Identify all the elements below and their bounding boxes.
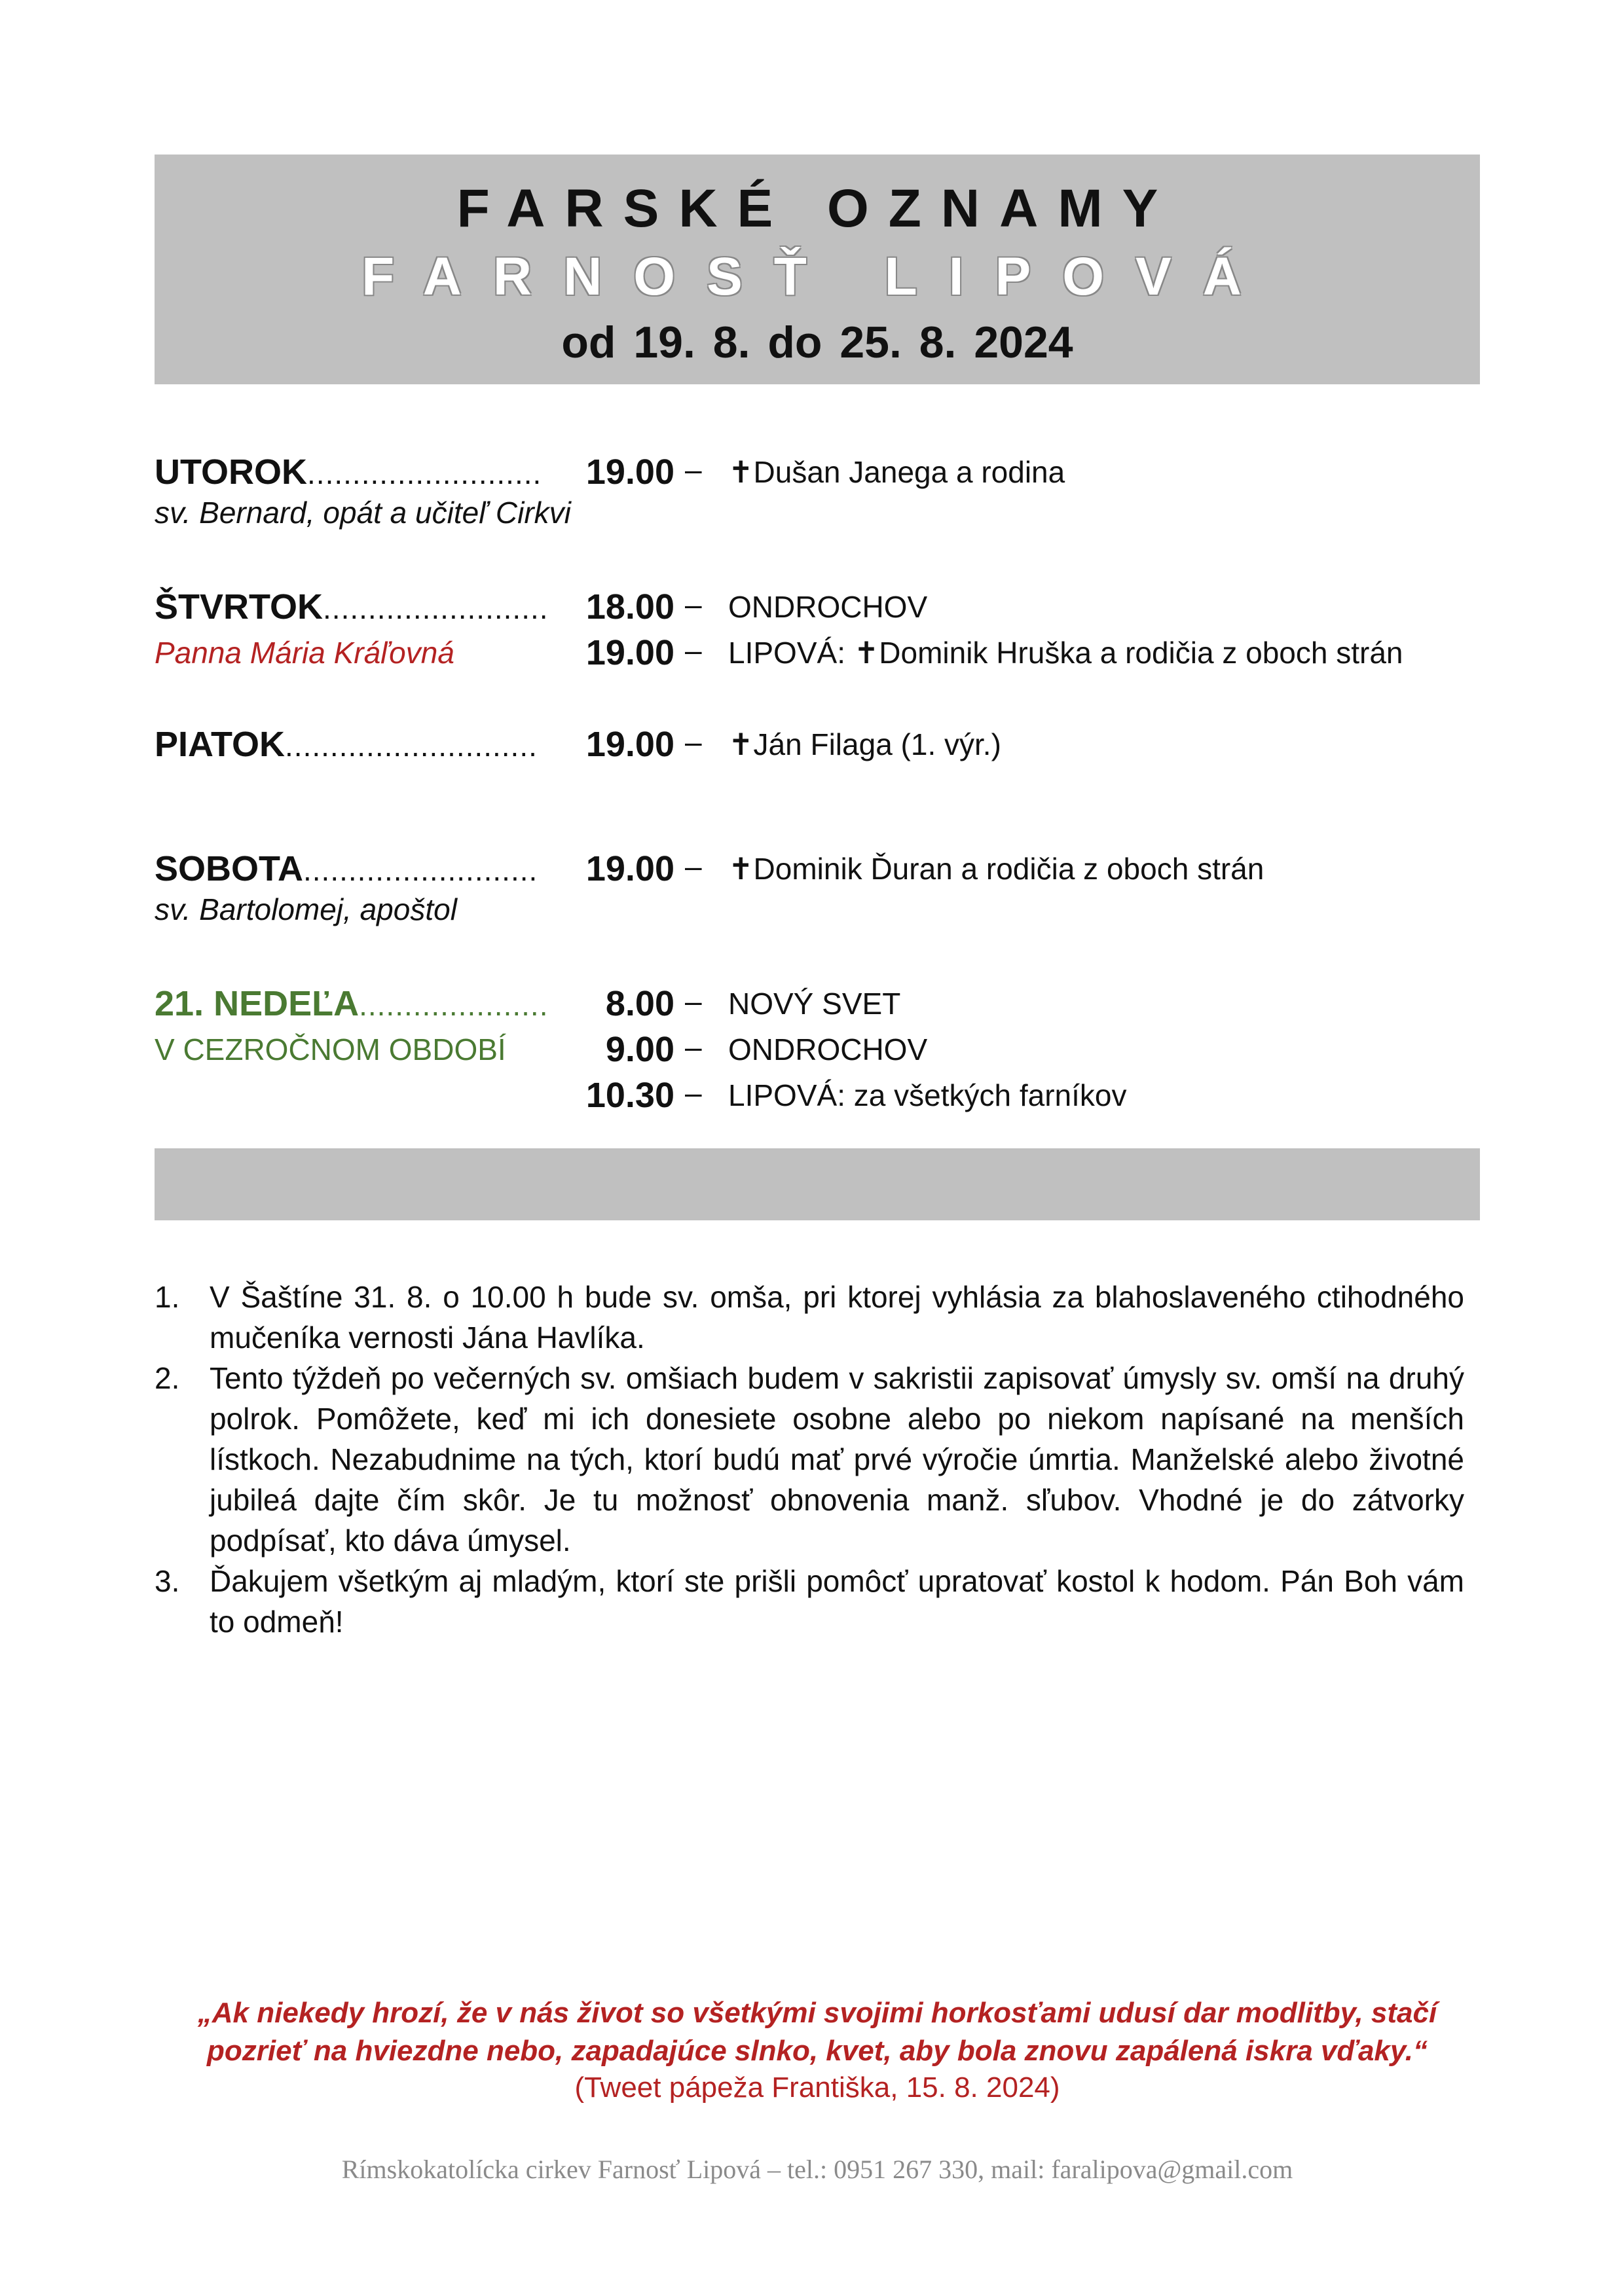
notice-item bbox=[155, 1358, 1464, 1561]
schedule-row-sobota bbox=[0, 848, 1624, 894]
time-dash: – bbox=[685, 849, 702, 883]
mass-intention: ✝Dušan Janega a rodina bbox=[728, 455, 1065, 489]
schedule-row-stvrtok-2 bbox=[0, 632, 1624, 678]
day-label: PIATOK bbox=[155, 725, 286, 764]
dot-leader: ............................ bbox=[285, 729, 538, 763]
dot-leader: ..................... bbox=[359, 988, 549, 1022]
day-label: ŠTVRTOK bbox=[155, 587, 323, 627]
day-name bbox=[155, 452, 542, 492]
feast-note: sv. Bartolomej, apoštol bbox=[155, 892, 457, 926]
dot-leader: .......................... bbox=[303, 853, 538, 887]
mass-intention: LIPOVÁ: ✝Dominik Hruška a rodičia z oboch strán bbox=[728, 636, 1403, 670]
time-dash: – bbox=[685, 984, 702, 1018]
notice-text: Tento týždeň po večerných sv. omšiach budem v sakristii zapisovať úmysly sv. omší na druhý polrok. Pomôžete, keď mi ich donesiete osobne alebo po niekom napísané na menších lístkoch. Nezabudnime na tých, ktorí budú mať prvé výročie úmrtia. Manželské alebo životné jubileá dajte čím skôr. Je tu možnosť obnovenia manž. sľubov. Vhodné je do zátvorky podpísať, kto dáva úmysel. bbox=[210, 1361, 1464, 1558]
mass-intention: NOVÝ SVET bbox=[728, 987, 901, 1021]
day-name bbox=[155, 724, 538, 765]
mass-time: 19.00 bbox=[585, 725, 674, 764]
mass-intention: ONDROCHOV bbox=[728, 1032, 928, 1066]
time-dash: – bbox=[685, 1076, 702, 1110]
pope-quote: „Ak niekedy hrozí, že v nás život so všetkými svojimi horkosťami udusí dar modlitby, stačí pozrieť na hviezdne nebo, zapadajúce slnko, kvet, aby bola znovu zapálená iskra vďaky.“ bbox=[197, 1997, 1437, 2067]
feast-note: Panna Mária Kráľovná bbox=[155, 636, 454, 670]
header-box bbox=[155, 155, 1480, 384]
notice-text: Ďakujem všetkým aj mladým, ktorí ste prišli pomôcť upratovať kostol k hodom. Pán Boh vám to odmeň! bbox=[210, 1564, 1464, 1639]
time-dash: – bbox=[685, 587, 702, 621]
notice-number: 2. bbox=[155, 1361, 180, 1395]
day-label: 21. NEDEĽA bbox=[155, 984, 360, 1023]
mass-intention: ✝Dominik Ďuran a rodičia z oboch strán bbox=[728, 852, 1264, 886]
notice-number: 3. bbox=[155, 1564, 180, 1598]
day-label: SOBOTA bbox=[155, 849, 303, 888]
notice-item bbox=[155, 1277, 1464, 1358]
schedule-row-utorok bbox=[0, 452, 1624, 498]
mass-time: 8.00 bbox=[605, 984, 674, 1023]
schedule-row-nedela bbox=[0, 983, 1624, 1029]
dot-leader: ......................... bbox=[323, 591, 549, 625]
header-parish: FARNOSŤ LIPOVÁ bbox=[361, 247, 1273, 306]
mass-time: 19.00 bbox=[585, 633, 674, 672]
day-name bbox=[155, 848, 538, 889]
day-name bbox=[155, 587, 549, 627]
schedule-row-nedela-2 bbox=[0, 1029, 1624, 1075]
feast-note: V CEZROČNOM OBDOBÍ bbox=[155, 1032, 506, 1066]
notice-number: 1. bbox=[155, 1280, 180, 1314]
notice-text: V Šaštíne 31. 8. o 10.00 h bude sv. omša, pri ktorej vyhlásia za blahoslaveného ctihodného mučeníka vernosti Jána Havlíka. bbox=[210, 1280, 1464, 1355]
header-title: FARSKÉ OZNAMY bbox=[456, 179, 1178, 238]
schedule-row-piatok bbox=[0, 724, 1624, 770]
mass-time: 19.00 bbox=[585, 849, 674, 888]
notice-item bbox=[155, 1561, 1464, 1642]
schedule-row-nedela-3 bbox=[0, 1075, 1624, 1121]
day-label: UTOROK bbox=[155, 452, 308, 492]
mass-intention: LIPOVÁ: za všetkých farníkov bbox=[728, 1078, 1127, 1112]
schedule-row-stvrtok bbox=[0, 587, 1624, 632]
mass-time: 19.00 bbox=[585, 452, 674, 492]
separator-bar bbox=[155, 1148, 1480, 1220]
notice-list bbox=[155, 1277, 1464, 1642]
time-dash: – bbox=[685, 452, 702, 486]
dot-leader: .......................... bbox=[307, 456, 542, 490]
footer-contact: Rímskokatolícka cirkev Farnosť Lipová – tel.: 0951 267 330, mail: faralipova@gmail.com bbox=[341, 2155, 1293, 2184]
time-dash: – bbox=[685, 725, 702, 759]
header-date-range: od 19. 8. do 25. 8. 2024 bbox=[561, 318, 1073, 367]
mass-time: 18.00 bbox=[585, 587, 674, 627]
quote-source: (Tweet pápeža Františka, 15. 8. 2024) bbox=[574, 2071, 1060, 2104]
mass-time: 9.00 bbox=[605, 1030, 674, 1069]
mass-intention: ✝Ján Filaga (1. výr.) bbox=[728, 727, 1001, 761]
mass-intention: ONDROCHOV bbox=[728, 590, 928, 624]
time-dash: – bbox=[685, 1030, 702, 1064]
mass-time: 10.30 bbox=[585, 1076, 674, 1115]
day-name bbox=[155, 983, 548, 1024]
feast-note: sv. Bernard, opát a učiteľ Cirkvi bbox=[155, 496, 571, 530]
time-dash: – bbox=[685, 633, 702, 667]
